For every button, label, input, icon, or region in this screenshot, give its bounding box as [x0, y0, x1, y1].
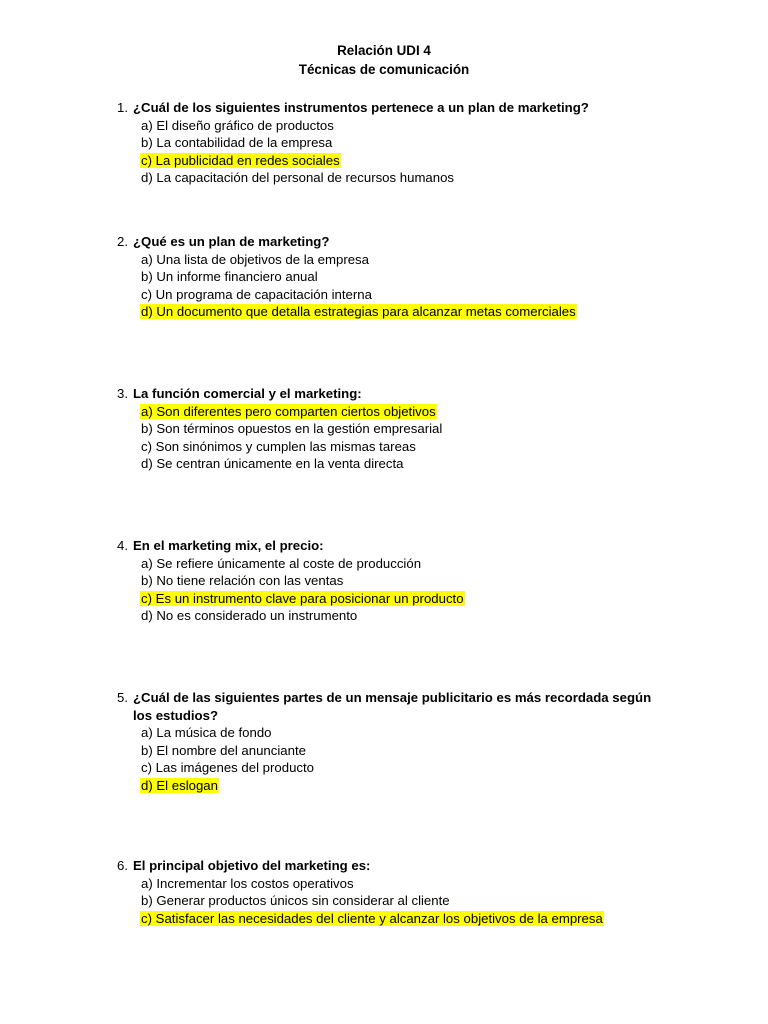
question-text: En el marketing mix, el precio:: [133, 538, 324, 553]
answer-option-text: a) Son diferentes pero comparten ciertos objetivos: [141, 403, 436, 419]
options-list: [140, 555, 677, 625]
question-number: 2.: [117, 234, 128, 249]
answer-option-text: a) Incrementar los costos operativos: [141, 875, 354, 891]
answer-option: [140, 169, 677, 187]
answer-option-highlighted: [140, 910, 677, 928]
answer-option-text: c) Las imágenes del producto: [141, 760, 315, 776]
question-number: 6.: [117, 858, 128, 873]
question-block: [117, 689, 677, 795]
answer-option: [140, 420, 677, 438]
options-list: [140, 251, 677, 321]
question-text: La función comercial y el marketing:: [133, 386, 362, 401]
answer-option: [140, 724, 677, 742]
answer-option: [140, 607, 677, 625]
answer-option-text: d) La capacitación del personal de recursos humanos: [141, 170, 455, 186]
question-number: 3.: [117, 386, 128, 401]
question-line: [117, 857, 677, 875]
options-list: [140, 724, 677, 794]
question-text: ¿Cuál de los siguientes instrumentos pertenece a un plan de marketing?: [133, 100, 589, 115]
answer-option: [140, 286, 677, 304]
answer-option-text: a) La música de fondo: [141, 725, 272, 741]
question-line: [117, 385, 677, 403]
answer-option-highlighted: [140, 403, 677, 421]
answer-option-text: a) Se refiere únicamente al coste de producción: [141, 555, 422, 571]
options-list: [140, 875, 677, 928]
answer-option-text: c) Es un instrumento clave para posicionar un producto: [141, 590, 464, 606]
answer-option: [140, 438, 677, 456]
answer-option: [140, 892, 677, 910]
question-block: [117, 233, 677, 321]
question-text: ¿Cuál de las siguientes partes de un mensaje publicitario es más recordada según los estudios?: [133, 690, 652, 723]
answer-option-text: c) Son sinónimos y cumplen las mismas tareas: [141, 438, 416, 454]
answer-option-text: c) Satisfacer las necesidades del cliente y alcanzar los objetivos de la empresa: [141, 910, 603, 926]
question-text: ¿Qué es un plan de marketing?: [133, 234, 330, 249]
question-text: El principal objetivo del marketing es:: [133, 858, 371, 873]
answer-option-text: d) Un documento que detalla estrategias para alcanzar metas comerciales: [141, 304, 576, 320]
options-list: [140, 403, 677, 473]
answer-option: [140, 555, 677, 573]
question-number: 4.: [117, 538, 128, 553]
question-number: 5.: [117, 690, 128, 705]
answer-option-highlighted: [140, 152, 677, 170]
answer-option-text: c) La publicidad en redes sociales: [141, 152, 340, 168]
answer-option: [140, 134, 677, 152]
answer-option-highlighted: [140, 590, 677, 608]
question-block: [117, 857, 677, 927]
answer-option-text: d) Se centran únicamente en la venta directa: [141, 456, 404, 472]
question-block: [117, 537, 677, 625]
answer-option-highlighted: [140, 777, 677, 795]
answer-option: [140, 268, 677, 286]
answer-option: [140, 117, 677, 135]
answer-option: [140, 251, 677, 269]
answer-option: [140, 759, 677, 777]
question-number: 1.: [117, 100, 128, 115]
answer-option: [140, 875, 677, 893]
answer-option-text: a) El diseño gráfico de productos: [141, 117, 334, 133]
answer-option-text: b) No tiene relación con las ventas: [141, 573, 344, 589]
question-line: [117, 537, 677, 555]
answer-option-text: a) Una lista de objetivos de la empresa: [141, 251, 369, 267]
document-subtitle: Técnicas de comunicación: [298, 62, 470, 77]
answer-option-text: b) Son términos opuestos en la gestión empresarial: [141, 421, 443, 437]
options-list: [140, 117, 677, 187]
answer-option-text: c) Un programa de capacitación interna: [141, 286, 372, 302]
question-line: [117, 233, 677, 251]
answer-option-text: d) No es considerado un instrumento: [141, 608, 358, 624]
answer-option-text: d) El eslogan: [141, 777, 218, 793]
answer-option-text: b) La contabilidad de la empresa: [141, 135, 333, 151]
document-title: Relación UDI 4: [337, 43, 431, 58]
question-block: [117, 385, 677, 473]
answer-option: [140, 572, 677, 590]
question-line: [117, 99, 677, 117]
question-line: [117, 689, 677, 724]
answer-option-highlighted: [140, 303, 677, 321]
question-block: [117, 99, 677, 187]
answer-option-text: b) Un informe financiero anual: [141, 269, 318, 285]
document-header: [0, 41, 768, 79]
answer-option: [140, 455, 677, 473]
answer-option-text: b) El nombre del anunciante: [141, 742, 306, 758]
answer-option-text: b) Generar productos únicos sin considerar al cliente: [141, 893, 450, 909]
answer-option: [140, 742, 677, 760]
